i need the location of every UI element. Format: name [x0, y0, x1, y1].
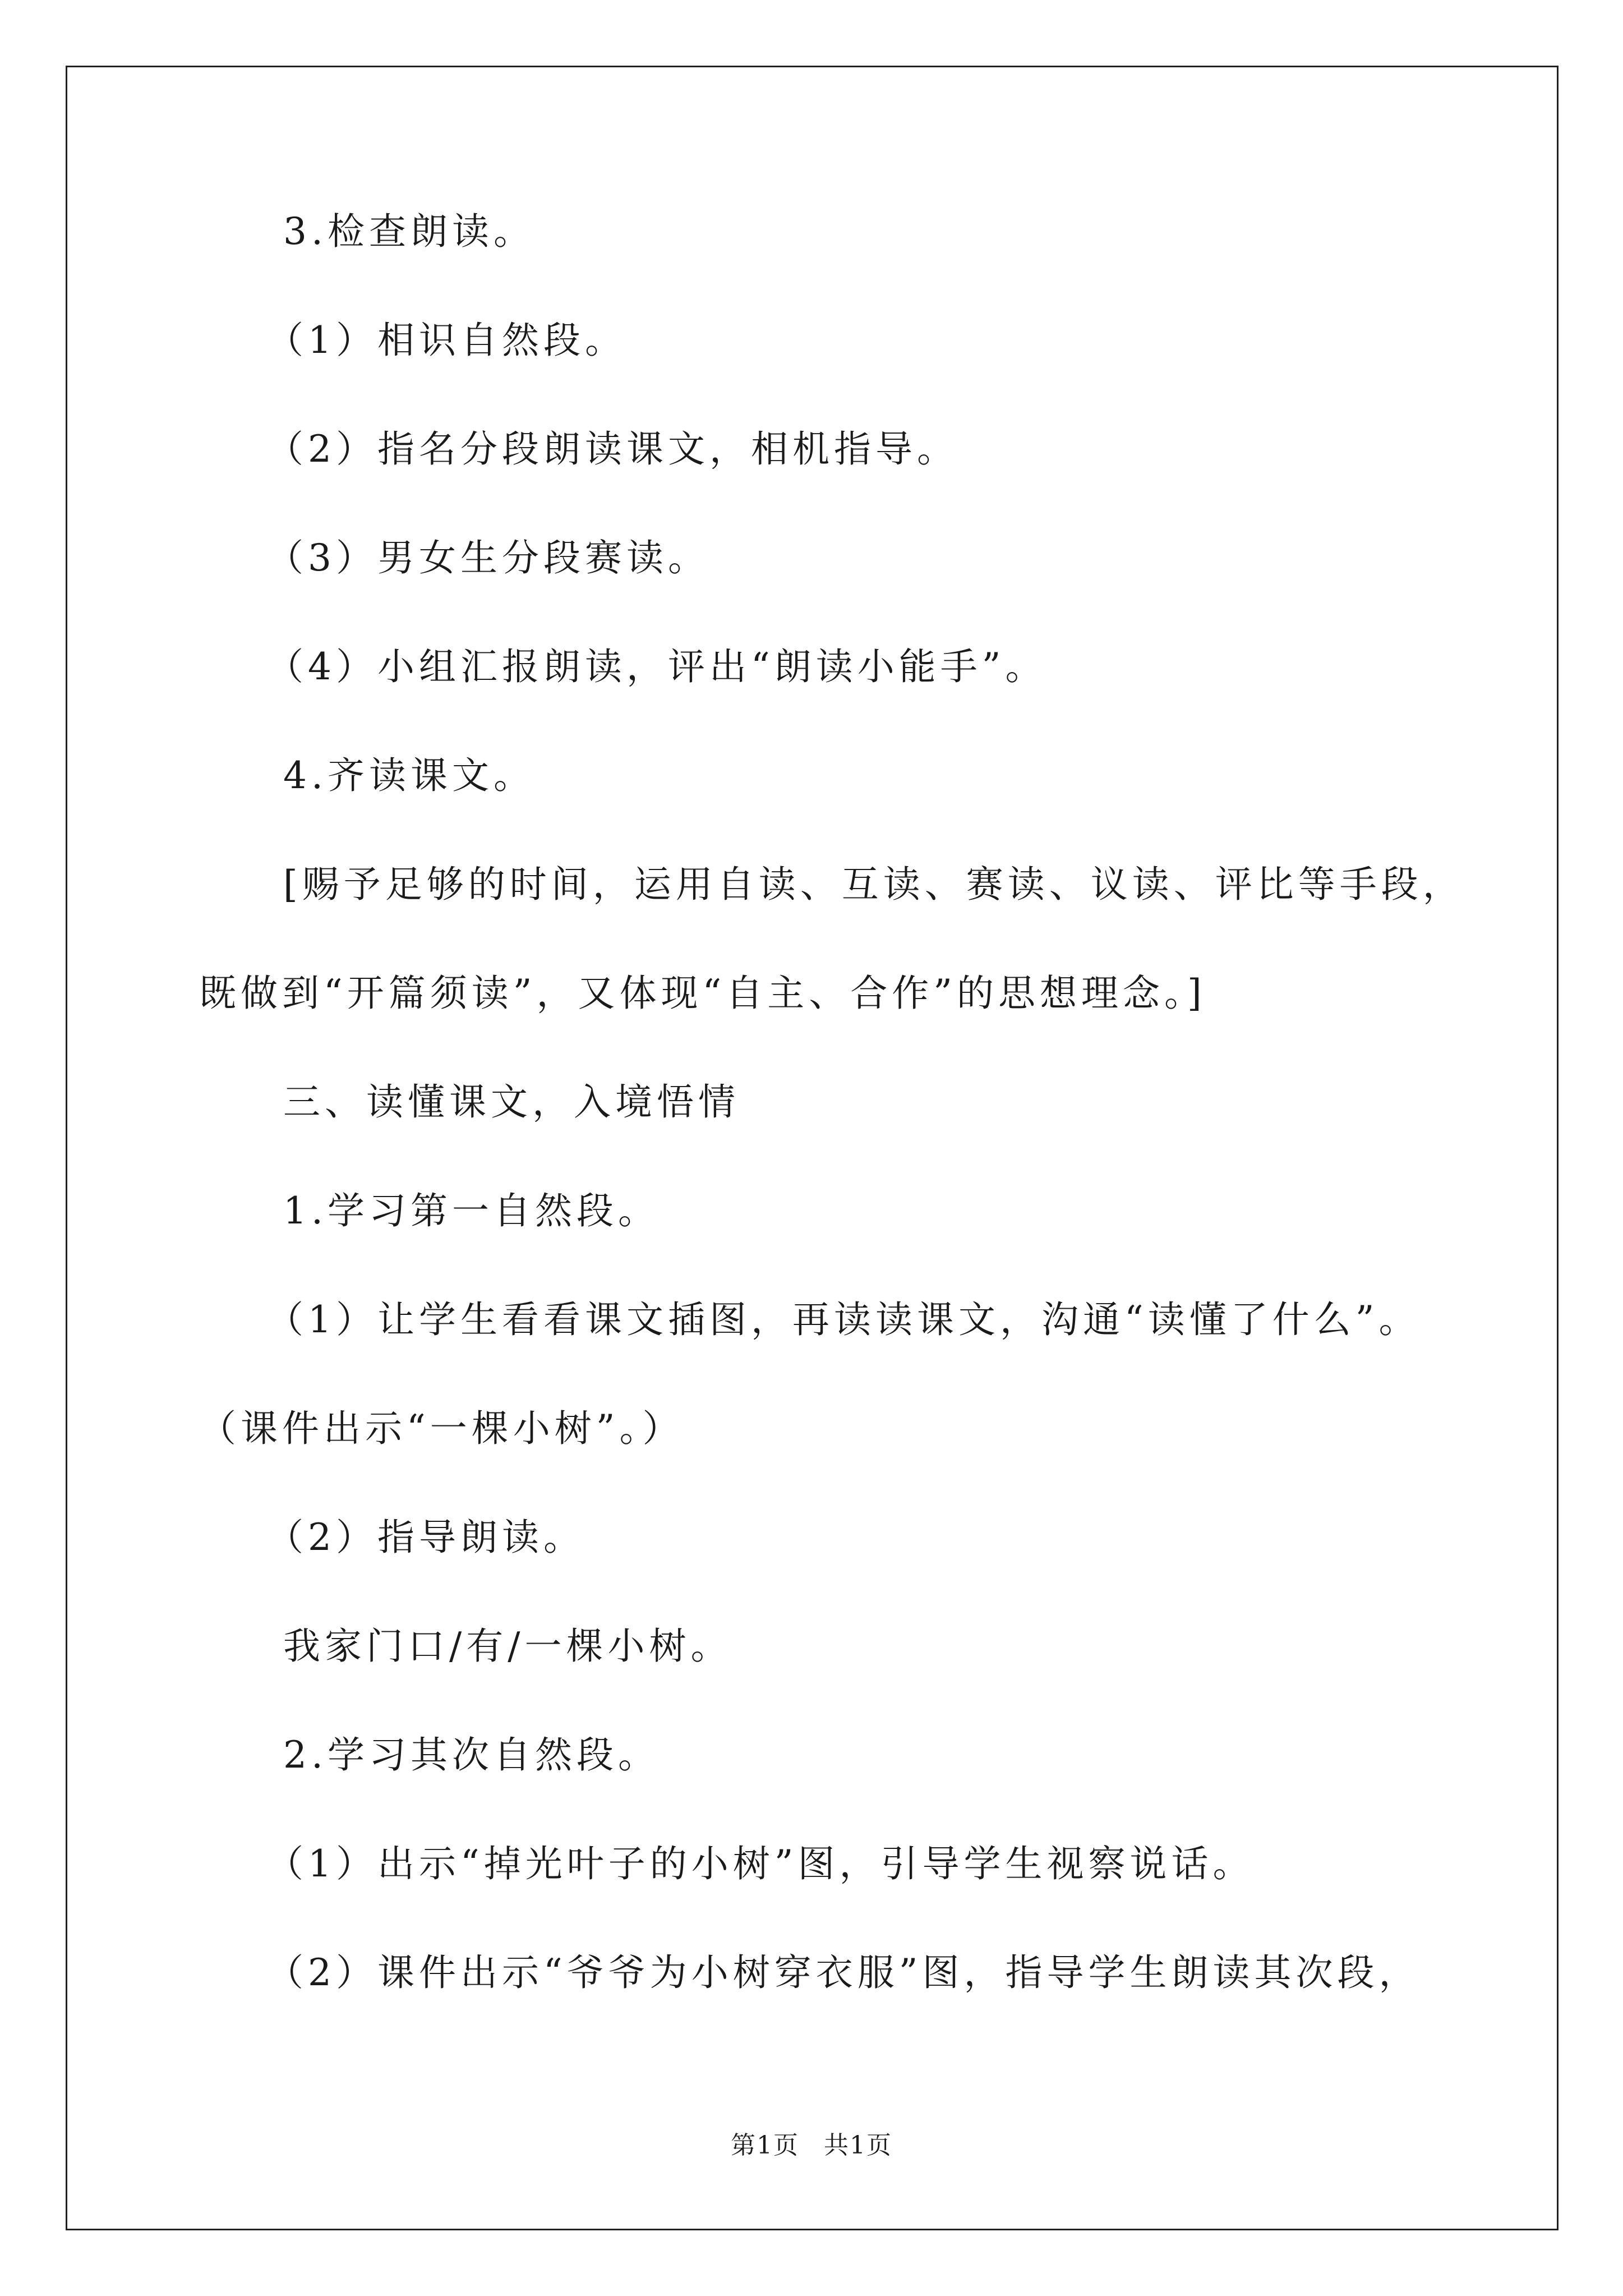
- paragraph: （2）指名分段朗读课文，相机指导。: [266, 427, 958, 471]
- paragraph: 2.学习其次自然段。: [283, 1733, 660, 1777]
- paragraph: （1）让学生看看课文插图，再读读课文，沟通“读懂了什么”。: [266, 1298, 1421, 1341]
- paragraph: [赐予足够的时间，运用自读、互读、赛读、议读、评比等手段，: [283, 863, 1464, 906]
- paragraph: 4.齐读课文。: [283, 754, 535, 797]
- paragraph: （2）课件出示“爷爷为小树穿衣服”图，指导学生朗读其次段，: [266, 1951, 1421, 1994]
- paragraph: 1.学习第一自然段。: [283, 1189, 660, 1232]
- page-number: 第1页: [731, 2131, 799, 2160]
- paragraph: （1）相识自然段。: [266, 319, 626, 362]
- page-total: 共1页: [824, 2131, 892, 2160]
- paragraph: （4）小组汇报朗读，评出“朗读小能手”。: [266, 645, 1047, 688]
- section-heading: 三、读懂课文，入境悟情: [283, 1080, 740, 1124]
- page-footer: [0, 2125, 1623, 2161]
- paragraph-continuation: 既做到“开篇须读”，又体现“自主、合作”的思想理念。]: [199, 972, 1206, 1015]
- paragraph: 3.检查朗读。: [283, 210, 535, 253]
- paragraph: （2）指导朗读。: [266, 1516, 585, 1559]
- paragraph: （1）出示“掉光叶子的小树”图，引导学生视察说话。: [266, 1842, 1255, 1885]
- paragraph-continuation: （课件出示“一棵小树”。）: [199, 1407, 684, 1450]
- document-body: [199, 210, 1489, 2063]
- paragraph: （3）男女生分段赛读。: [266, 536, 709, 579]
- paragraph: 我家门口/有/一棵小树。: [283, 1625, 732, 1668]
